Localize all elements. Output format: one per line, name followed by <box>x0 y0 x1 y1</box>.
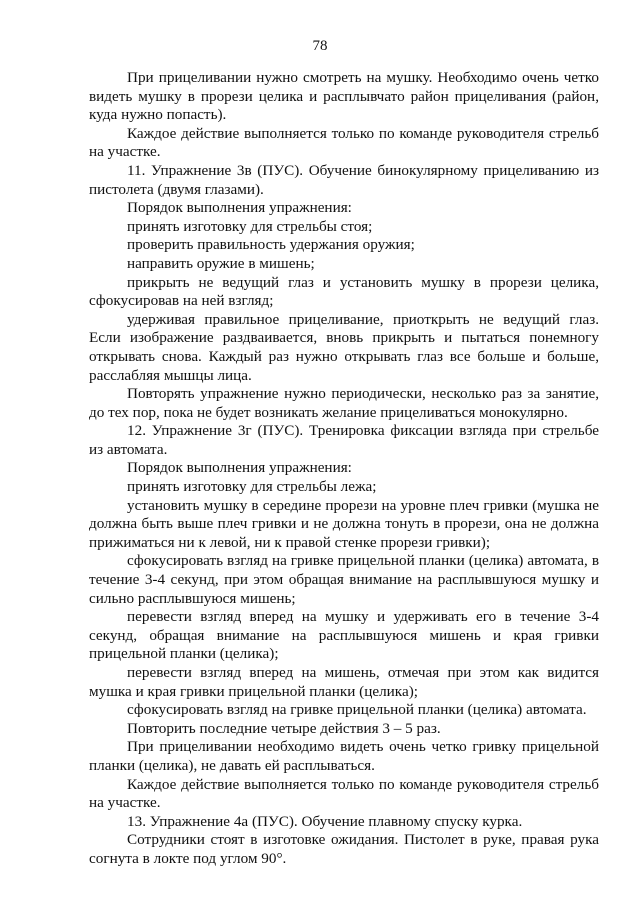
paragraph-12: Порядок выполнения упражнения: <box>127 459 352 477</box>
paragraph-3: 11. Упражнение 3в (ПУС). Обучение бинокулярному прицеливанию из пистолета (двумя глазами). <box>89 161 599 198</box>
paragraph-2: Каждое действие выполняется только по команде руководителя стрельб на участке. <box>89 124 599 161</box>
body-text <box>89 69 599 869</box>
paragraph-23: Сотрудники стоят в изготовке ожидания. Пистолет в руке, правая рука согнута в локте под углом 90°. <box>89 831 599 867</box>
paragraph-1: При прицеливании нужно смотреть на мушку. Необходимо очень четко видеть мушку в прорези целика и расплывчато район прицеливания (район, куда нужно попасть). <box>89 69 599 124</box>
paragraph-14: установить мушку в середине прорези на уровне плеч гривки (мушка не должна быть выше плеч гривки и не должна тонуть в прорези, она не должна прижиматься ни к левой, ни к правой стенке прорези гривки); <box>89 496 599 551</box>
paragraph-21: Каждое действие выполняется только по команде руководителя стрельб на участке. <box>89 775 599 812</box>
paragraph-17: перевести взгляд вперед на мишень, отмечая при этом как видится мушка и края гривки прицельной планки (целика); <box>89 664 599 700</box>
paragraph-5: принять изготовку для стрельбы стоя; <box>127 217 373 235</box>
paragraph-20: При прицеливании необходимо видеть очень четко гривку прицельной планки (целика), не давать ей расплываться. <box>89 738 599 774</box>
paragraph-15: сфокусировать взгляд на гривке прицельной планки (целика) автомата, в течение 3-4 секунд, при этом обращая внимание на расплывшуюся мушку и сильно расплывшуюся мишень; <box>89 552 599 607</box>
paragraph-7: направить оружие в мишень; <box>127 254 315 272</box>
paragraph-11: 12. Упражнение 3г (ПУС). Тренировка фиксации взгляда при стрельбе из автомата. <box>89 422 599 458</box>
paragraph-19: Повторить последние четыре действия 3 – 5 раз. <box>127 719 441 737</box>
paragraph-8: прикрыть не ведущий глаз и установить мушку в прорези целика, сфокусировав на ней взгляд; <box>89 273 599 310</box>
paragraph-9: удерживая правильное прицеливание, приоткрыть не ведущий глаз. Если изображение раздваивается, вновь прикрыть и пытаться понемногу открывать снова. Каждый раз нужно открывать глаз все больше и больше, расслабляя мышцы лица. <box>89 310 599 384</box>
page-number: 78 <box>312 38 328 54</box>
paragraph-6: проверить правильность удержания оружия; <box>127 236 415 254</box>
paragraph-22: 13. Упражнение 4а (ПУС). Обучение плавному спуску курка. <box>127 812 523 830</box>
paragraph-16: перевести взгляд вперед на мушку и удерживать его в течение 3-4 секунд, обращая внимание на расплывшуюся мишень и края гривки прицельной планки (целика); <box>89 608 599 663</box>
paragraph-4: Порядок выполнения упражнения: <box>127 199 352 217</box>
paragraph-10: Повторять упражнение нужно периодически, несколько раз за занятие, до тех пор, пока не будет возникать желание прицеливаться монокулярно. <box>89 385 599 421</box>
paragraph-13: принять изготовку для стрельбы лежа; <box>127 478 377 496</box>
paragraph-18: сфокусировать взгляд на гривке прицельной планки (целика) автомата. <box>127 701 587 719</box>
